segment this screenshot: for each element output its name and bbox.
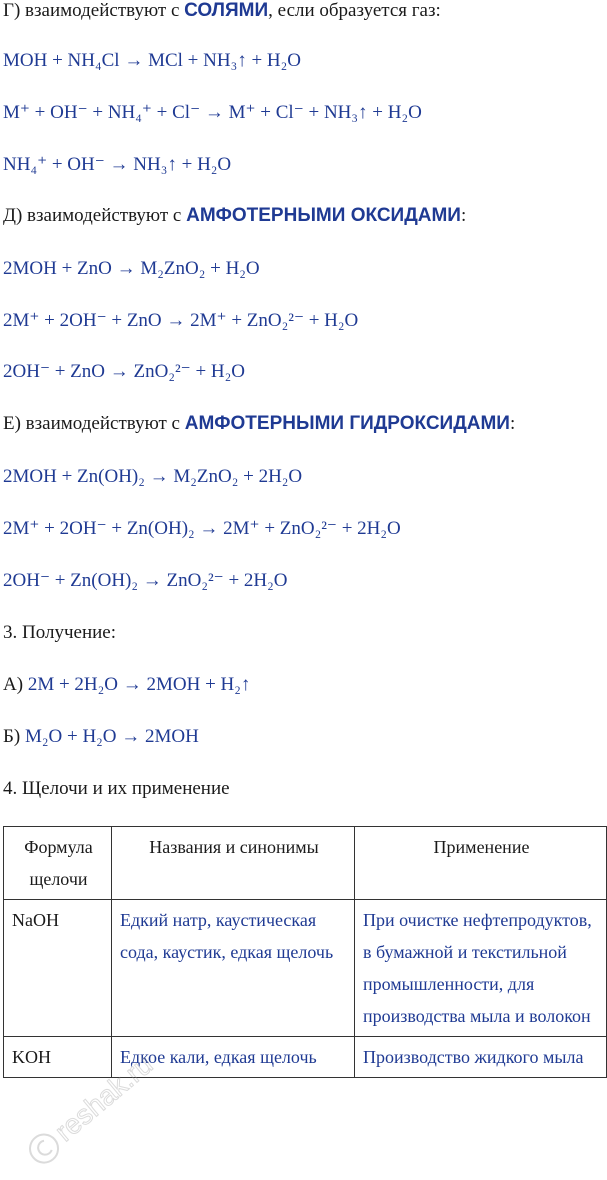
item-a-equation: 2M + 2H₂O → 2MOH + H₂↑ xyxy=(27,674,251,695)
table-row xyxy=(4,900,607,1037)
section-e-equation-2: 2M⁺ + 2OH⁻ + Zn(OH)₂ → 2M⁺ + ZnO₂²⁻ + 2H₂O xyxy=(3,518,401,539)
section-d-prefix: Д) взаимодействуют с xyxy=(3,205,187,226)
alkali-table xyxy=(3,826,607,1078)
section-d-equation-3: 2OH⁻ + ZnO → ZnO₂²⁻ + H₂O xyxy=(3,361,245,382)
header-names: Названия и синонимы xyxy=(112,827,355,900)
section-g-equation-3: NH₄⁺ + OH⁻ → NH₃↑ + H₂O xyxy=(3,154,232,175)
section-3-item-b xyxy=(3,726,199,748)
cell-application: При очистке нефтепродуктов, в бумажной и текстильной промышленности, для производства мыла и волокон xyxy=(355,900,607,1037)
section-d-equation-1: 2MOH + ZnO → M₂ZnO₂ + H₂O xyxy=(3,258,260,279)
section-3-heading: 3. Получение: xyxy=(3,622,116,643)
svg-text:reshak.ru: reshak.ru xyxy=(49,1048,159,1148)
section-4-heading: 4. Щелочи и их применение xyxy=(3,778,230,799)
section-g-suffix: , если образуется газ: xyxy=(268,0,441,21)
section-d-heading xyxy=(3,205,466,227)
table-header-row xyxy=(4,827,607,900)
cell-formula: KOH xyxy=(4,1037,112,1078)
section-g-prefix: Г) взаимодействуют с xyxy=(3,0,185,21)
cell-formula: NaOH xyxy=(4,900,112,1037)
section-d-suffix: : xyxy=(460,205,467,226)
item-a-label: А) xyxy=(3,674,28,695)
section-d-equation-2: 2M⁺ + 2OH⁻ + ZnO → 2M⁺ + ZnO₂²⁻ + H₂O xyxy=(3,310,359,331)
section-e-equation-1: 2MOH + Zn(OH)₂ → M₂ZnO₂ + 2H₂O xyxy=(3,466,303,487)
section-e-equation-3: 2OH⁻ + Zn(OH)₂ → ZnO₂²⁻ + 2H₂O xyxy=(3,570,288,591)
item-b-label: Б) xyxy=(3,726,25,747)
table-row xyxy=(4,1037,607,1078)
header-application: Применение xyxy=(355,827,607,900)
section-g-heading xyxy=(3,0,441,22)
section-g-emphasis: СОЛЯМИ xyxy=(184,0,269,21)
section-e-emphasis: АМФОТЕРНЫМИ ГИДРОКСИДАМИ xyxy=(184,413,510,434)
section-e-suffix: : xyxy=(509,413,516,434)
header-formula: Формула щелочи xyxy=(4,827,112,900)
cell-names: Едкий натр, каустическая сода, каустик, едкая щелочь xyxy=(112,900,355,1037)
item-b-equation: M₂O + H₂O → 2MOH xyxy=(25,726,199,747)
section-d-emphasis: АМФОТЕРНЫМИ ОКСИДАМИ xyxy=(186,205,461,226)
section-e-prefix: Е) взаимодействуют с xyxy=(3,413,185,434)
section-g-equation-2: M⁺ + OH⁻ + NH₄⁺ + Cl⁻ → M⁺ + Cl⁻ + NH₃↑ + H₂O xyxy=(3,102,422,123)
cell-names: Едкое кали, едкая щелочь xyxy=(112,1037,355,1078)
cell-application: Производство жидкого мыла xyxy=(355,1037,607,1078)
section-3-item-a xyxy=(3,674,250,696)
section-g-equation-1: MOH + NH₄Cl → MCl + NH₃↑ + H₂O xyxy=(3,50,301,71)
section-e-heading xyxy=(3,413,515,435)
